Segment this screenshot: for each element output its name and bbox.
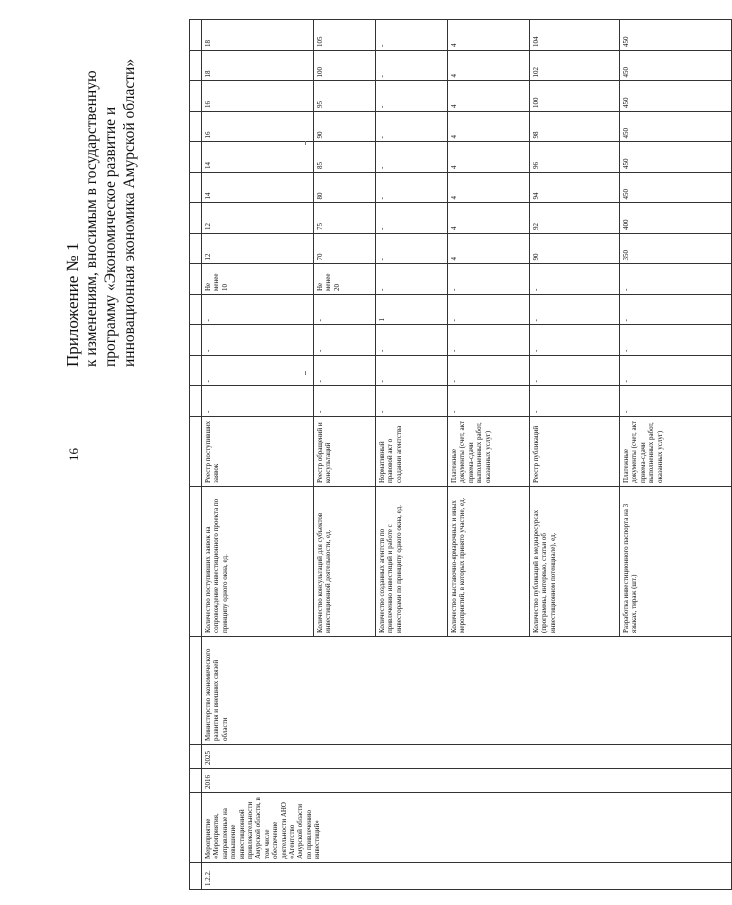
indicator-value-cell: - [376,81,448,112]
appendix-line-1: Приложение № 1 [63,242,82,367]
indicator-value-cell: - [620,264,732,295]
scan-mark [305,141,306,145]
indicator-value-cell: - [448,386,530,417]
year-end-cell: 2025 [202,745,732,769]
indicator-value-cell: - [530,356,620,387]
indicator-value-cell: - [376,142,448,173]
row-number-cell: 1.2.2. [202,863,732,890]
indicator-value-cell: - [202,356,314,387]
indicator-value-cell: - [376,234,448,265]
indicator-name-cell: Количество публикаций в медиаресурсах (программы, интервью, статьи об инвестиционном потенциале), ед. [530,487,620,637]
indicator-name-cell: Количество поступивших заявок на сопровождение инвестиционного проекта по принципу одного окна, ед. [202,487,314,637]
indicator-value-cell: - [620,325,732,356]
indicator-value-cell: 18 [202,20,314,51]
indicator-value-cell: - [530,264,620,295]
indicator-value-cell: 16 [202,112,314,143]
indicator-value-cell: - [314,356,376,387]
indicator-value-cell: - [314,295,376,326]
indicator-value-cell: 450 [620,81,732,112]
indicator-value-cell: 96 [530,142,620,173]
indicator-name-cell: Количество консультаций для субъектов инвестиционной деятельности, ед. [314,487,376,637]
indicator-value-cell: 4 [448,20,530,51]
measure-cell: Мероприятие «Мероприятия, направленные на повышение инвестиционной привлекательности Амурской области, в том числе обеспечение деятельности АНО «Агентство Амурской области по привлечению инвестиций» [202,793,732,863]
indicator-value-cell: 14 [202,173,314,204]
indicator-source-cell: Нормативный правовой акт о создании агентства [376,417,448,487]
indicator-value-cell: 95 [314,81,376,112]
indicator-value-cell: - [376,203,448,234]
indicator-value-cell: - [202,386,314,417]
indicator-value-cell: - [530,386,620,417]
indicator-value-cell: 16 [202,81,314,112]
indicator-value-cell: 4 [448,142,530,173]
indicator-name-cell: Разработка инвестиционного паспорта на 3 языках, тираж (шт.) [620,487,732,637]
indicator-value-cell: 4 [448,51,530,82]
indicator-value-cell: 400 [620,203,732,234]
indicator-source-cell: Реестр поступивших заявок [202,417,314,487]
indicator-value-cell: - [202,325,314,356]
page-number: 16 [66,448,81,461]
indicator-value-cell: 105 [314,20,376,51]
indicator-value-cell: 100 [314,51,376,82]
indicator-value-cell: 450 [620,51,732,82]
indicator-value-cell: - [376,325,448,356]
indicator-source-cell: Платежные документы (счет, акт приема-сдачи выполненных работ, оказанных услуг) [448,417,530,487]
indicator-value-cell: 4 [448,173,530,204]
indicator-value-cell: 102 [530,51,620,82]
appendix-line-4: инновационная экономика Амурской области» [121,58,138,367]
indicator-value-cell: 98 [530,112,620,143]
indicator-value-cell: - [620,356,732,387]
indicator-value-cell: 70 [314,234,376,265]
indicator-source-cell: Реестр публикаций [530,417,620,487]
indicator-value-cell: 350 [620,234,732,265]
indicators-table [189,20,732,891]
indicator-value-cell: 4 [448,112,530,143]
column-number-row [190,20,202,890]
year-start-cell: 2016 [202,769,732,793]
indicator-value-cell: 450 [620,112,732,143]
indicator-name-cell: Количество выставочно-ярмарочных и иных мероприятий, в которых принято участие, ед. [448,487,530,637]
indicator-value-cell: 450 [620,173,732,204]
indicator-value-cell: - [448,325,530,356]
indicator-value-cell: 104 [530,20,620,51]
indicator-value-cell: - [376,173,448,204]
indicator-value-cell: 75 [314,203,376,234]
indicator-value-cell: 450 [620,142,732,173]
indicator-value-cell: 14 [202,142,314,173]
indicator-value-cell: 90 [314,112,376,143]
indicator-value-cell: - [376,112,448,143]
indicator-value-cell: 90 [530,234,620,265]
indicator-value-cell: Не менее 10 [202,264,314,295]
indicator-value-cell: - [376,51,448,82]
indicator-value-cell: 100 [530,81,620,112]
appendix-line-2: к изменениям, вносимым в государственную [83,70,100,367]
indicator-value-cell: Не менее 20 [314,264,376,295]
indicator-source-cell: Реестр обращений и консультаций [314,417,376,487]
indicator-value-cell: - [530,295,620,326]
appendix-line-3: программу «Экономическое развитие и [102,106,119,367]
table-row [202,20,314,890]
indicator-value-cell: 450 [620,20,732,51]
indicator-value-cell: 1 [376,295,448,326]
indicator-value-cell: - [448,264,530,295]
indicator-name-cell: Количество созданных агентств по привлечению инвестиций и работе с инвесторами по принципу одного окна, ед. [376,487,448,637]
indicator-source-cell: Платежные документы (счет, акт приема-сдачи выполненных работ, оказанных услуг) [620,417,732,487]
indicator-value-cell: 80 [314,173,376,204]
executor-cell: Министерство экономического развития и внешних связей области [202,637,732,745]
indicator-value-cell: - [620,295,732,326]
indicator-value-cell: - [314,386,376,417]
indicator-value-cell: 12 [202,203,314,234]
indicator-value-cell: - [376,356,448,387]
indicator-value-cell: 4 [448,234,530,265]
indicator-value-cell: 92 [530,203,620,234]
indicator-value-cell: - [448,356,530,387]
indicator-value-cell: - [620,386,732,417]
indicator-value-cell: - [448,295,530,326]
indicator-value-cell: 4 [448,81,530,112]
indicator-value-cell: 85 [314,142,376,173]
indicator-value-cell: - [376,264,448,295]
indicator-value-cell: 12 [202,234,314,265]
indicator-value-cell: - [314,325,376,356]
indicator-value-cell: 18 [202,51,314,82]
indicator-value-cell: - [376,386,448,417]
indicator-value-cell: - [202,295,314,326]
appendix-heading [63,7,139,367]
indicator-value-cell: 94 [530,173,620,204]
indicator-value-cell: - [376,20,448,51]
scan-mark [305,371,306,375]
indicator-value-cell: 4 [448,203,530,234]
indicator-value-cell: - [530,325,620,356]
